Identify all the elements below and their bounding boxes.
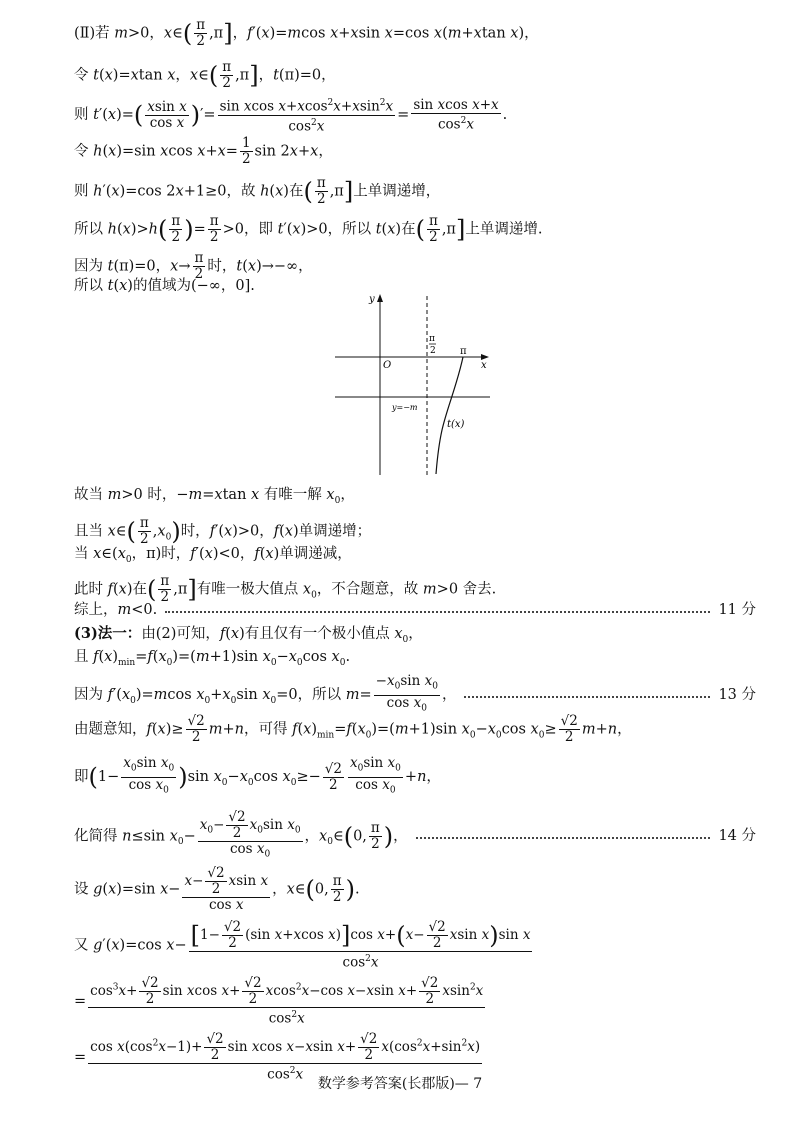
score-label: 13 分 (718, 687, 756, 704)
text-line: 所以 h(x)>h( $\frac{\pi}{2}$ )= $\frac{\pi}{2}$ >0，即 t′(x)>0，所以 t(x)在( $\frac{\pi}{2}$ ,π]上单调递增. (74, 213, 543, 245)
page-footer: 数学参考答案(长郡版)— 7 (317, 1076, 483, 1092)
text-line: (3)法一：由(2)可知，f(x)有且仅有一个极小值点 $x_0$， (74, 625, 423, 645)
text-line: 又 g′(x)=cos x− [1− $\frac{√2}{2}$ (sin x+xcos x)]cos x+(x− $\frac{√2}{2}$ xsin x)sin x $\cos^2x$ (74, 919, 531, 971)
text-line: 综上，m<0. 11 分 (74, 602, 756, 618)
text-line: 且 $f(x)_{min}=f(x_0)=(m+1)\sin$ $x_0-x_0\cos$ $x_0$. (74, 649, 351, 668)
text-line: 则 h′(x)=cos 2x+1≥0，故 h(x)在( $\frac{\pi}{2}$ ,π]上单调递增， (74, 175, 441, 207)
text-line: 所以 t(x)的值域为(−∞，0]. (74, 278, 255, 294)
text-line: 由题意知，f(x)≥ $\frac{√2}{2}$ m+n，可得 $f(x)_{min}=f(x_0)=(m+1)\sin$ $x_0-x_0\cos$ $x_0\ge$ $\frac{√2}{2}$ m+n， (74, 713, 632, 745)
text-line: 故当 m>0 时，−m=xtan x 有唯一解 $x_0$， (74, 487, 355, 506)
y-axis-label: y (369, 294, 375, 305)
function-graph (325, 290, 505, 480)
text-line: (Ⅱ)若 m>0，x∈( $\frac{\pi}{2}$ ,π]，f′(x)=mcos x+xsin x=cos x(m+xtan x)， (74, 17, 539, 49)
text-line: 设 g(x)=sin x− x− $\frac{√2}{2}$ xsin x cos x ，x∈(0, $\frac{\pi}{2}$ ). (74, 865, 360, 913)
text-line: = $\cos x(\cos^2x-1)+$ $\frac{√2}{2}$ sin xcos x−xsin x+ $\frac{√2}{2}$ $x(\cos^2x+\sin^2x)$ $\cos^2x$ (74, 1031, 481, 1083)
score-label: 11 分 (718, 602, 756, 618)
svg-text:2: 2 (430, 346, 436, 356)
text-line: 则 t′(x)=( $\frac{\text{xsin x}}{\text{cos x}}$ )′= $\frac{\sin xcos x+xcos^2x+xsin^2x}{\cos^2x}$ = $\frac{\text{sin xcos x+x}}{\cos^2x}$ . (74, 96, 508, 134)
text-line: 即(1− $\frac{x_0\sin x_0}{\cos x_0}$ )sin $x_0-x_0\cos$ $x_0\ge-$ $\frac{√2}{2}$ $\frac{x_0\sin x_0}{\cos x_0}$ +n， (74, 755, 441, 796)
x-axis-label: x (481, 360, 487, 371)
pi-half-label: π (429, 334, 435, 344)
curve-t (436, 357, 463, 474)
text-line: 因为 $f'(x_0)=mcos$ $x_0+x_0\sin$ $x_0=0$，所以 m= $\frac{-x_0\sin x_0}{\cos x_0}$ ， 13 分 (74, 673, 756, 714)
text-line: 此时 f(x)在( $\frac{\pi}{2}$ ,π]有唯一极大值点 $x_0$，不合题意，故 m>0 舍去. (74, 573, 497, 605)
text-line: 且当 x∈( $\frac{\pi}{2}$ $,x_0$)时，f′(x)>0，f(x)单调递增； (74, 515, 372, 547)
origin-label: O (383, 360, 392, 371)
line-label: y=−m (392, 403, 418, 412)
curve-label: t(x) (447, 419, 465, 430)
text-line: 因为 t(π)=0，x→ $\frac{\pi}{2}$ 时，t(x)→−∞， (74, 250, 313, 282)
text-line: = $\cos^3x+$ $\frac{√2}{2}$ sin xcos x+ $\frac{√2}{2}$ xcos$^2$x−cos x−xsin x+ $\frac{√2}{2}$ xsin$^2$x $\cos^2x$ (74, 975, 484, 1027)
text-line: 令 h(x)=sin xcos x+x= $\frac{1}{2}$ sin 2x+x， (74, 135, 333, 167)
text-line: 令 t(x)=xtan x，x∈( $\frac{\pi}{2}$ ,π]，t(π)=0， (74, 59, 336, 91)
pi-label: π (460, 346, 467, 357)
text-line: 化简得 n≤sin $x_0-$ $x_0-$ $\frac{√2}{2}$ $x_0\sin$ $x_0$ $\cos x_0$ ，$x_0\in(0$, $\frac{\pi}{2}$ )， 14 分 (74, 809, 756, 860)
text-line: 当 $x\in(x_0$，π)时，f′(x)<0，f(x)单调递减， (74, 546, 352, 565)
score-label: 14 分 (718, 828, 756, 845)
